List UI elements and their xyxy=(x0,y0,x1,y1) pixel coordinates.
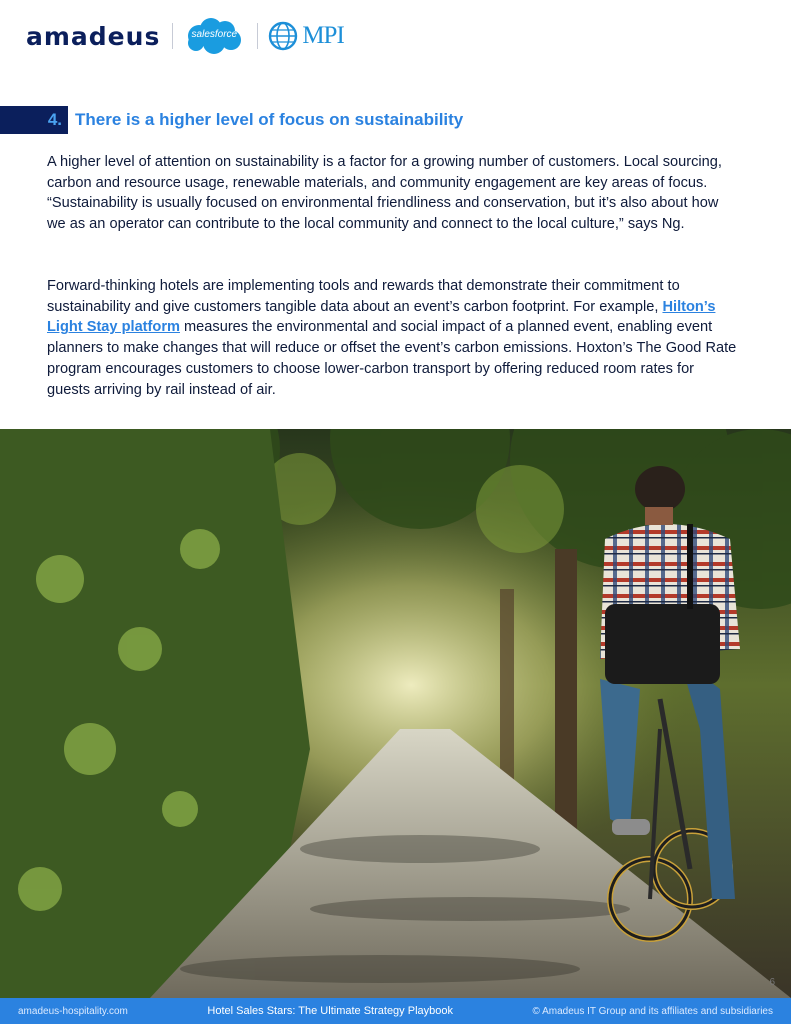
page-number: 6 xyxy=(769,977,775,988)
footer xyxy=(0,998,791,1024)
section-title: There is a higher level of focus on sustainability xyxy=(75,110,464,129)
salesforce-wordmark: salesforce xyxy=(191,29,238,40)
footer-title: Hotel Sales Stars: The Ultimate Strategy Playbook xyxy=(207,1005,453,1017)
amadeus-logo: amadeus xyxy=(26,21,161,51)
logo-divider xyxy=(257,23,258,49)
paragraph-2-rest: measures the environmental and social impact of a planned event, enabling event planners to make changes that will reduce or offset the event’s carbon emissions. Hoxton’s The Good Rate program encourages customers to choose lower-carbon transport by offering reduced room rates for guests arriving by rail instead of air. xyxy=(47,319,737,398)
cyclist-photo xyxy=(0,429,791,998)
mpi-logo xyxy=(268,21,343,51)
body-paragraph-1: A higher level of attention on sustainability is a factor for a growing number of customers. Local sourcing, carbon and resource usage, renewable materials, and community engagement are key areas of focus. “Sustainability is usually focused on environmental friendliness and conservation, but it’s also about how we as an operator can contribute to the local community and connect to the local culture,” says Ng. xyxy=(47,154,722,233)
footer-copyright: © Amadeus IT Group and its affiliates and subsidiaries xyxy=(532,1005,773,1017)
paragraph-2-intro: Forward-thinking hotels are implementing tools and rewards that demonstrate their commitment to sustainability and give customers tangible data about an event’s carbon footprint. For example, xyxy=(47,278,680,315)
cyclist-image xyxy=(0,429,791,998)
section-heading xyxy=(0,106,463,134)
section-number: 4. xyxy=(0,106,68,134)
footer-website[interactable]: amadeus-hospitality.com xyxy=(18,1005,128,1017)
body-paragraph-2 xyxy=(47,276,737,400)
globe-icon xyxy=(268,21,298,51)
salesforce-logo xyxy=(183,16,245,56)
logo-divider xyxy=(172,23,173,49)
mpi-wordmark: MPI xyxy=(302,22,344,49)
header-logos xyxy=(26,14,344,58)
hilton-light-stay-link[interactable]: Hilton’s Light Stay platform xyxy=(47,298,716,336)
